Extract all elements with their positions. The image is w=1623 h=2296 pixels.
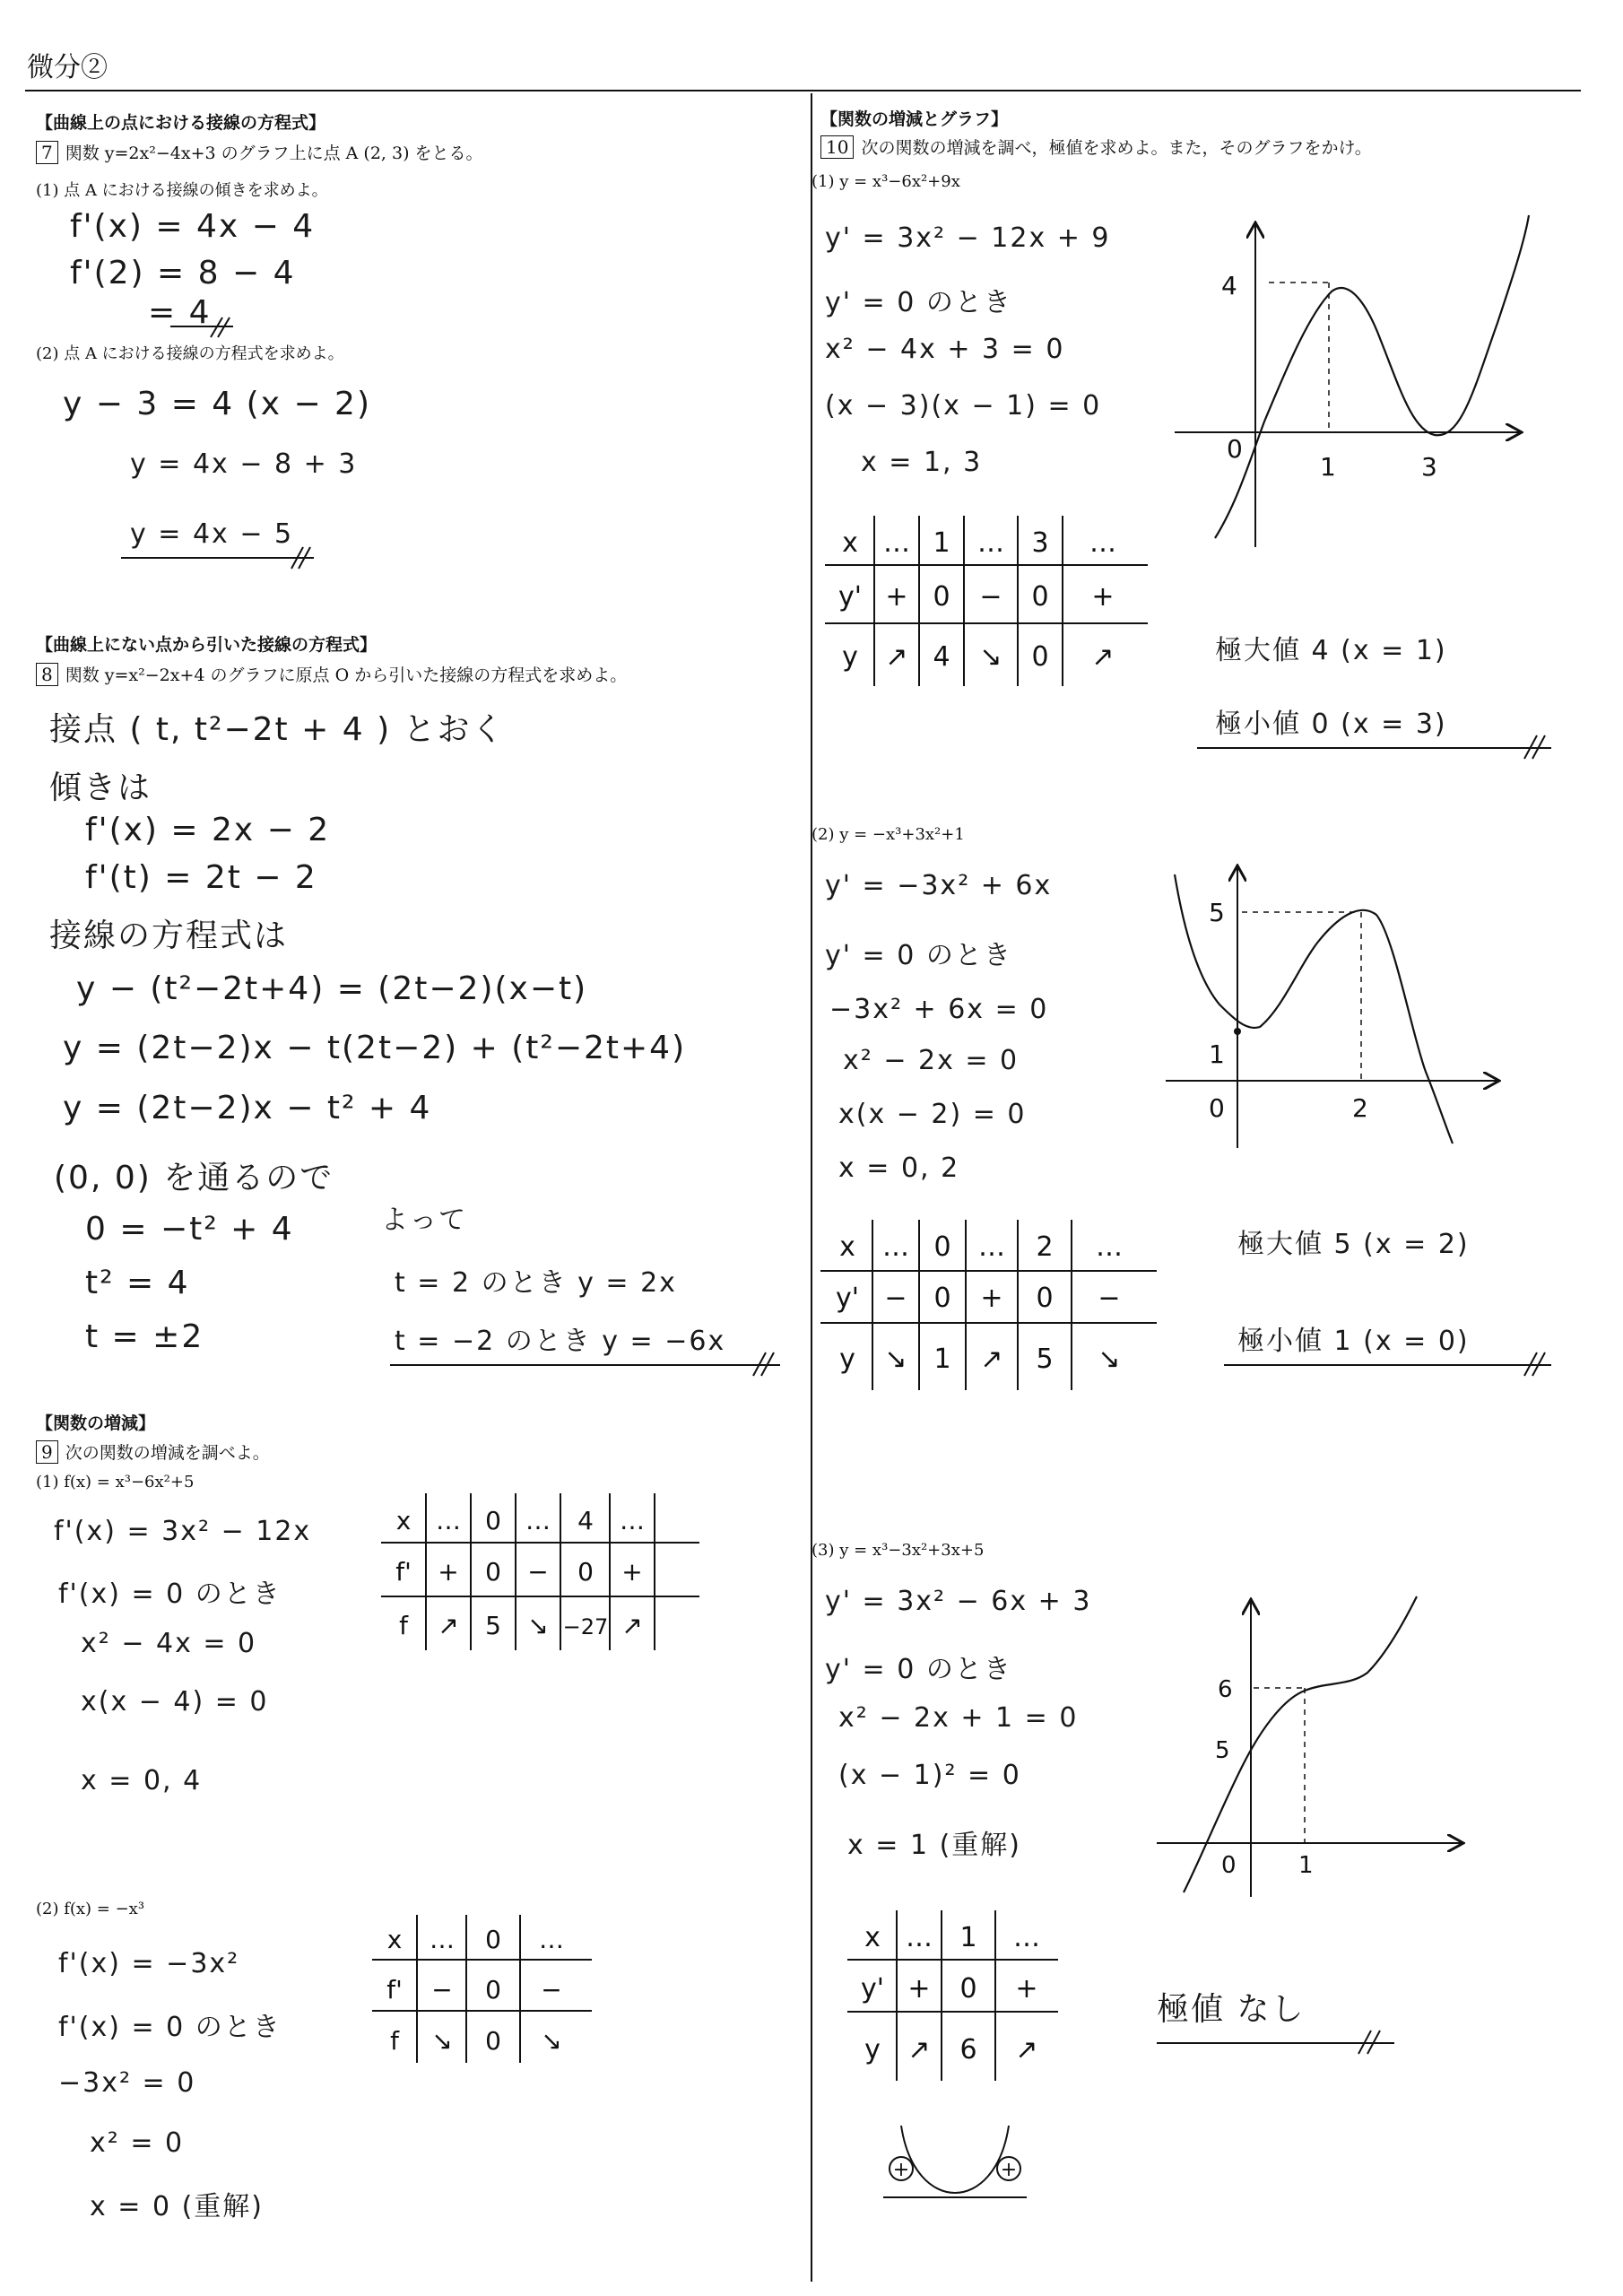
table-cell: + [1015, 1973, 1038, 2005]
table-cell: x [386, 1925, 403, 1954]
increase-decrease-table [381, 1489, 704, 1659]
problem-number: 10 [820, 135, 854, 159]
work-line: x² − 2x = 0 [843, 1045, 1020, 1076]
work-line: y = 4x − 8 + 3 [130, 448, 358, 480]
work-line: x = 1, 3 [861, 447, 983, 478]
section-heading-graph: 【関数の増減とグラフ】 [820, 109, 1009, 129]
answer-underline-mark [386, 1351, 789, 1379]
answer-underline-mark [117, 545, 323, 572]
answer-line: 極小値 0 (x = 3) [1215, 709, 1447, 740]
answer-underline-mark [1152, 2029, 1403, 2057]
work-line: f'(x) = 2x − 2 [85, 812, 331, 848]
table-cell: 0 [485, 2026, 501, 2056]
table-cell: y' [860, 1973, 885, 2005]
table-cell: 0 [1031, 581, 1049, 613]
answer-line: 極小値 1 (x = 0) [1237, 1326, 1470, 1357]
table-cell: … [883, 527, 910, 559]
work-line: x = 0 (重解) [90, 2191, 264, 2222]
table-cell: y [842, 641, 858, 673]
table-cell: 0 [577, 1557, 594, 1587]
answer-underline-mark [1219, 1351, 1560, 1379]
problem-number: 9 [36, 1440, 58, 1464]
question-1: (1) 点 A における接線の傾きを求めよ。 [36, 181, 328, 200]
table-cell: ↘ [979, 641, 1002, 673]
graph-cubic-3 [1148, 1587, 1471, 1910]
table-cell: ↗ [980, 1344, 1003, 1375]
work-line: x = 1 (重解) [847, 1830, 1021, 1861]
table-cell: 5 [485, 1611, 501, 1640]
table-cell: 0 [485, 1925, 501, 1954]
answer-line: 極大値 5 (x = 2) [1237, 1229, 1470, 1260]
axis-label: 5 [1209, 898, 1225, 927]
table-cell: − [884, 1283, 907, 1314]
plus-sign: + [1000, 2159, 1018, 2181]
subproblem-label: (2) y = −x³+3x²+1 [812, 825, 965, 844]
table-cell: + [907, 1973, 931, 2005]
problem-text: 次の関数の増減を調べ，極値を求めよ。また，そのグラフをかけ。 [861, 138, 1372, 158]
work-line: x² − 2x + 1 = 0 [838, 1702, 1079, 1734]
table-cell: … [977, 527, 1004, 559]
problem-8 [36, 662, 627, 686]
answer-line: 極値 なし [1157, 1991, 1306, 2028]
table-cell: 4 [933, 641, 950, 673]
table-cell: ↘ [1098, 1344, 1121, 1375]
table-cell: 0 [485, 1557, 501, 1587]
table-cell: … [1089, 527, 1116, 559]
table-cell: 0 [485, 1506, 501, 1535]
axis-label: 0 [1221, 1852, 1237, 1879]
axis-label: 6 [1218, 1676, 1233, 1703]
work-line: f'(x) = 0 のとき [58, 2012, 282, 2043]
table-cell: + [885, 581, 908, 613]
work-line: y' = 3x² − 12x + 9 [825, 222, 1111, 254]
column-divider [811, 93, 812, 2282]
section-heading-increase-decrease: 【関数の増減】 [36, 1413, 156, 1433]
table-cell: ↗ [885, 641, 908, 673]
table-cell: −27 [562, 1614, 609, 1639]
work-line: よって [381, 1205, 467, 1236]
table-cell: … [430, 1925, 455, 1954]
answer-line: t = −2 のとき y = −6x [395, 1326, 726, 1357]
table-cell: − [541, 1975, 562, 2005]
table-cell: + [1091, 581, 1115, 613]
work-line: f'(2) = 8 − 4 [70, 255, 296, 291]
problem-7 [36, 140, 483, 164]
table-cell: − [1098, 1283, 1121, 1314]
graph-cubic-2 [1157, 857, 1515, 1161]
work-line: (x − 1)² = 0 [838, 1760, 1021, 1791]
table-cell: ↘ [541, 2026, 562, 2056]
table-cell: … [882, 1231, 909, 1263]
table-cell: f' [395, 1557, 412, 1587]
axis-label: 1 [1298, 1852, 1314, 1879]
work-line: 接点 ( t, t²−2t + 4 ) とおく [49, 711, 506, 748]
work-line: f'(x) = −3x² [58, 1948, 240, 1979]
table-cell: 0 [933, 1283, 951, 1314]
work-line: 接線の方程式は [49, 918, 289, 954]
work-line: x² − 4x + 3 = 0 [825, 334, 1065, 365]
table-cell: 2 [1036, 1231, 1054, 1263]
section-heading-tangent-on-curve: 【曲線上の点における接線の方程式】 [36, 113, 326, 133]
work-line: y' = −3x² + 6x [825, 870, 1053, 901]
table-cell: − [527, 1557, 549, 1587]
table-cell: + [438, 1557, 459, 1587]
problem-number: 8 [36, 663, 58, 686]
table-cell: ↘ [884, 1344, 907, 1375]
problem-10 [820, 135, 1372, 159]
work-line: y' = 0 のとき [825, 287, 1012, 318]
axis-label: 0 [1209, 1093, 1225, 1123]
table-cell: y [864, 2034, 881, 2066]
work-line: −3x² + 6x = 0 [829, 994, 1049, 1025]
work-line: f'(x) = 0 のとき [58, 1578, 282, 1610]
axis-label: 1 [1320, 452, 1336, 482]
subproblem-label: (1) y = x³−6x²+9x [812, 172, 960, 191]
table-cell: − [431, 1975, 453, 2005]
answer-underline-mark [161, 316, 242, 343]
table-cell: 1 [933, 1344, 951, 1375]
table-cell: + [621, 1557, 643, 1587]
table-cell: ↗ [1015, 2034, 1038, 2066]
table-cell: 6 [959, 2034, 977, 2066]
table-cell: y [839, 1344, 855, 1375]
work-line: x(x − 4) = 0 [81, 1686, 269, 1718]
axis-label: 1 [1209, 1039, 1225, 1069]
table-cell: ↘ [527, 1611, 549, 1640]
axis-label: 4 [1221, 271, 1237, 300]
table-cell: ↗ [907, 2034, 931, 2066]
axis-label: 0 [1227, 434, 1243, 464]
subproblem-label: (3) y = x³−3x²+3x+5 [812, 1541, 985, 1560]
sign-sketch [874, 2117, 1036, 2215]
table-cell: 0 [933, 581, 950, 613]
table-cell: f' [386, 1975, 403, 2005]
table-cell: ↗ [438, 1611, 459, 1640]
answer-underline-mark [1193, 734, 1560, 762]
table-cell: … [539, 1925, 564, 1954]
plus-sign: + [892, 2159, 910, 2181]
header-rule [25, 90, 1581, 91]
increase-decrease-table [820, 1215, 1161, 1395]
subproblem-label: (1) f(x) = x³−6x²+5 [36, 1473, 195, 1492]
problem-number: 7 [36, 141, 58, 164]
table-cell: 0 [1031, 641, 1049, 673]
work-line: (x − 3)(x − 1) = 0 [825, 390, 1102, 422]
table-cell: x [842, 527, 858, 559]
table-cell: 0 [933, 1231, 951, 1263]
subproblem-label: (2) f(x) = −x³ [36, 1900, 145, 1918]
work-line: (0, 0) を通るので [54, 1160, 334, 1196]
work-line: f'(x) = 3x² − 12x [54, 1516, 312, 1547]
table-cell: f [390, 2026, 399, 2056]
answer-line: = 4 [148, 294, 212, 331]
work-line: t² = 4 [85, 1265, 190, 1301]
increase-decrease-table [847, 1906, 1081, 2085]
work-line: y = (2t−2)x − t(2t−2) + (t²−2t+4) [63, 1030, 687, 1066]
table-cell: … [525, 1506, 551, 1535]
work-line: −3x² = 0 [58, 2067, 196, 2099]
table-cell: − [979, 581, 1002, 613]
table-cell: x [864, 1922, 881, 1953]
problem-9 [36, 1439, 270, 1464]
table-cell: 5 [1036, 1344, 1054, 1375]
work-line: x = 0, 2 [838, 1152, 960, 1184]
table-cell: ↗ [1091, 641, 1115, 673]
table-cell: 0 [959, 1973, 977, 2005]
answer-line: y = 4x − 5 [130, 518, 294, 550]
work-line: t = ±2 [85, 1318, 204, 1355]
table-cell: … [1013, 1922, 1040, 1953]
table-cell: … [436, 1506, 461, 1535]
answer-line: t = 2 のとき y = 2x [395, 1267, 677, 1299]
page-title: 微分② [27, 52, 108, 83]
work-line: x(x − 2) = 0 [838, 1099, 1027, 1130]
work-line: y = (2t−2)x − t² + 4 [63, 1090, 432, 1126]
table-cell: ↘ [431, 2026, 453, 2056]
table-cell: 3 [1031, 527, 1049, 559]
table-cell: 0 [485, 1975, 501, 2005]
question-2: (2) 点 A における接線の方程式を求めよ。 [36, 344, 344, 363]
table-cell: f [399, 1611, 408, 1640]
work-line: 傾きは [49, 770, 152, 806]
work-line: x² = 0 [90, 2127, 185, 2159]
table-cell: y' [838, 581, 863, 613]
work-line: f'(t) = 2t − 2 [85, 859, 317, 896]
work-line: y − (t²−2t+4) = (2t−2)(x−t) [76, 970, 588, 1007]
table-cell: ↗ [621, 1611, 643, 1640]
table-cell: … [1096, 1231, 1123, 1263]
table-cell: x [395, 1506, 412, 1535]
graph-cubic-1 [1166, 206, 1542, 556]
work-line: 0 = −t² + 4 [85, 1211, 294, 1248]
problem-text: 次の関数の増減を調べよ。 [65, 1443, 270, 1463]
work-line: y' = 3x² − 6x + 3 [825, 1586, 1092, 1617]
work-line: y − 3 = 4 (x − 2) [63, 386, 372, 422]
axis-label: 5 [1215, 1737, 1230, 1764]
table-cell: … [906, 1922, 933, 1953]
table-cell: … [620, 1506, 645, 1535]
section-heading-tangent-from-point: 【曲線上にない点から引いた接線の方程式】 [36, 635, 378, 655]
work-line: x = 0, 4 [81, 1765, 203, 1796]
axis-label: 2 [1352, 1093, 1368, 1123]
table-cell: 1 [959, 1922, 977, 1953]
table-cell: 1 [933, 527, 950, 559]
table-cell: 4 [577, 1506, 594, 1535]
increase-decrease-table [372, 1910, 605, 2072]
work-line: f'(x) = 4x − 4 [70, 208, 316, 245]
work-line: x² − 4x = 0 [81, 1628, 257, 1659]
work-line: y' = 0 のとき [825, 1654, 1012, 1685]
answer-line: 極大値 4 (x = 1) [1215, 635, 1447, 666]
increase-decrease-table [825, 511, 1157, 691]
problem-text: 関数 y=x²−2x+4 のグラフに原点 O から引いた接線の方程式を求めよ。 [65, 665, 628, 685]
problem-text: 関数 y=2x²−4x+3 のグラフ上に点 A (2, 3) をとる。 [65, 144, 483, 163]
curve [1215, 215, 1529, 538]
table-cell: x [839, 1231, 855, 1263]
table-cell: + [980, 1283, 1003, 1314]
table-cell: 0 [1036, 1283, 1054, 1314]
work-line: y' = 0 のとき [825, 940, 1012, 971]
table-cell: … [978, 1231, 1005, 1263]
axis-label: 3 [1421, 452, 1437, 482]
table-cell: y' [835, 1283, 860, 1314]
